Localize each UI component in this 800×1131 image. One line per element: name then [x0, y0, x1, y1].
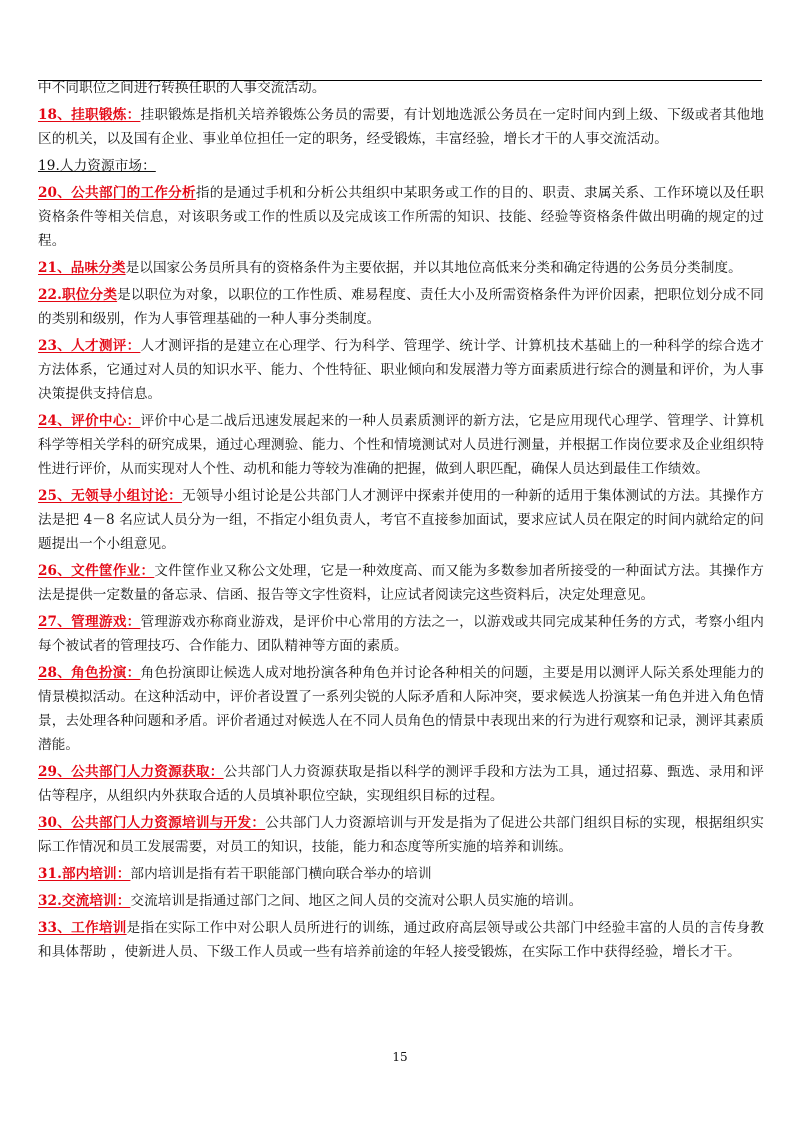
term-heading: 32.交流培训：	[38, 893, 131, 909]
entry-25	[38, 484, 764, 556]
term-definition: 是以职位为对象，以职位的工作性质、难易程度、责任大小及所需资格条件为评价因素，把职位划分成不同的类别和级别，作为人事管理基础的一种人事分类制度。	[38, 287, 764, 327]
term-heading: 33、工作培训	[38, 920, 127, 936]
term-heading: 31.部内培训：	[38, 866, 131, 882]
continuation-text: 中不同职位之间进行转换任职的人事交流活动。	[38, 80, 326, 96]
term-definition: 是指在实际工作中对公职人员所进行的训练，通过政府高层领导或公共部门中经验丰富的人员的言传身教和具体帮助 ，使新进人员、下级工作人员或一些有培养前途的年轻人接受锻炼，在实际工作中获得经验，增长才干。	[38, 920, 764, 960]
term-heading: 19.人力资源市场：	[38, 158, 156, 174]
term-definition: 公共部门人力资源培训与开发是指为了促进公共部门组织目标的实现，根据组织实际工作情况和员工发展需要，对员工的知识，技能，能力和态度等所实施的培养和训练。	[38, 815, 764, 855]
entry-30	[38, 811, 764, 859]
entry-21	[38, 256, 764, 280]
term-definition: 部内培训是指有若干职能部门横向联合举办的培训	[130, 866, 432, 882]
term-heading: 29、公共部门人力资源获取：	[38, 764, 224, 780]
term-definition: 无领导小组讨论是公共部门人才测评中探索并使用的一种新的适用于集体测试的方法。其操作方法是把 4－8 名应试人员分为一组，不指定小组负责人，考官不直接参加面试，要求应试人员在限定的时间内就给定的问题提出一个小组意见。	[38, 488, 764, 552]
term-heading: 24、评价中心：	[38, 413, 141, 429]
term-definition: 交流培训是指通过部门之间、地区之间人员的交流对公职人员实施的培训。	[130, 893, 583, 909]
term-heading: 22.职位分类	[38, 287, 118, 303]
entry-31	[38, 862, 764, 886]
term-heading: 23、人才测评：	[38, 338, 141, 354]
term-definition: 指的是通过手机和分析公共组织中某职务或工作的目的、职责、隶属关系、工作环境以及任职资格条件等相关信息，对该职务或工作的性质以及完成该工作所需的知识、技能、经验等资格条件做出明确的规定的过程。	[38, 185, 764, 249]
entry-29	[38, 760, 764, 808]
term-definition: 评价中心是二战后迅速发展起来的一种人员素质测评的新方法，它是应用现代心理学、管理学、计算机科学等相关学科的研究成果，通过心理测验、能力、个性和情境测试对人员进行测量，并根据工作岗位要求及企业组织特性进行评价，从而实现对人个性、动机和能力等较为准确的把握，做到人职匹配，确保人员达到最佳工作绩效。	[38, 413, 765, 477]
entry-33	[38, 916, 764, 964]
term-definition: 人才测评指的是建立在心理学、行为科学、管理学、统计学、计算机技术基础上的一种科学的综合选才方法体系，它通过对人员的知识水平、能力、个性特征、职业倾向和发展潜力等方面素质进行综合的测量和评价，为人事决策提供支持信息。	[38, 338, 765, 402]
term-heading: 27、管理游戏：	[38, 614, 141, 630]
term-heading: 20、公共部门的工作分析	[38, 185, 196, 201]
term-heading: 18、挂职锻炼：	[38, 107, 141, 123]
entry-18	[38, 103, 764, 151]
entry-26	[38, 559, 764, 607]
entry-20	[38, 181, 764, 253]
term-heading: 30、公共部门人力资源培训与开发：	[38, 815, 266, 831]
entry-28	[38, 661, 764, 757]
page-number: 15	[392, 1050, 408, 1064]
entry-23	[38, 334, 764, 406]
term-heading: 21、品味分类	[38, 260, 126, 276]
term-definition: 管理游戏亦称商业游戏，是评价中心常用的方法之一，以游戏或共同完成某种任务的方式，考察小组内每个被试者的管理技巧、合作能力、团队精神等方面的素质。	[38, 614, 765, 654]
term-definition: 是以国家公务员所具有的资格条件为主要依据，并以其地位高低来分类和确定待遇的公务员分类制度。	[125, 260, 742, 276]
entry-24	[38, 409, 764, 481]
entry-19	[38, 154, 764, 178]
term-definition: 公共部门人力资源获取是指以科学的测评手段和方法为工具，通过招募、甄选、录用和评估等程序，从组织内外获取合适的人员填补职位空缺，实现组织目标的过程。	[38, 764, 764, 804]
header-divider	[38, 80, 762, 81]
entry-22	[38, 283, 764, 331]
term-heading: 25、无领导小组讨论：	[38, 488, 183, 504]
term-heading: 28、角色扮演：	[38, 665, 141, 681]
term-definition: 文件筐作业又称公文处理，它是一种效度高、而又能为多数参加者所接受的一种面试方法。其操作方法是提供一定数量的备忘录、信函、报告等文字性资料，让应试者阅读完这些资料后，决定处理意见。	[38, 563, 764, 603]
term-definition: 角色扮演即让候选人成对地扮演各种角色并讨论各种相关的问题，主要是用以测评人际关系处理能力的情景模拟活动。在这种活动中，评价者设置了一系列尖锐的人际矛盾和人际冲突，要求候选人扮演某一角色并进入角色情景，去处理各种问题和矛盾。评价者通过对候选人在不同人员角色的情景中表现出来的行为进行观察和记录，测评其素质潜能。	[38, 665, 765, 753]
term-heading: 26、文件筐作业：	[38, 563, 155, 579]
entry-32	[38, 889, 764, 913]
entry-27	[38, 610, 764, 658]
document-body	[38, 76, 764, 967]
term-definition: 挂职锻炼是指机关培养锻炼公务员的需要，有计划地选派公务员在一定时间内到上级、下级或者其他地区的机关，以及国有企业、事业单位担任一定的职务，经受锻炼，丰富经验，增长才干的人事交流活动。	[38, 107, 765, 147]
